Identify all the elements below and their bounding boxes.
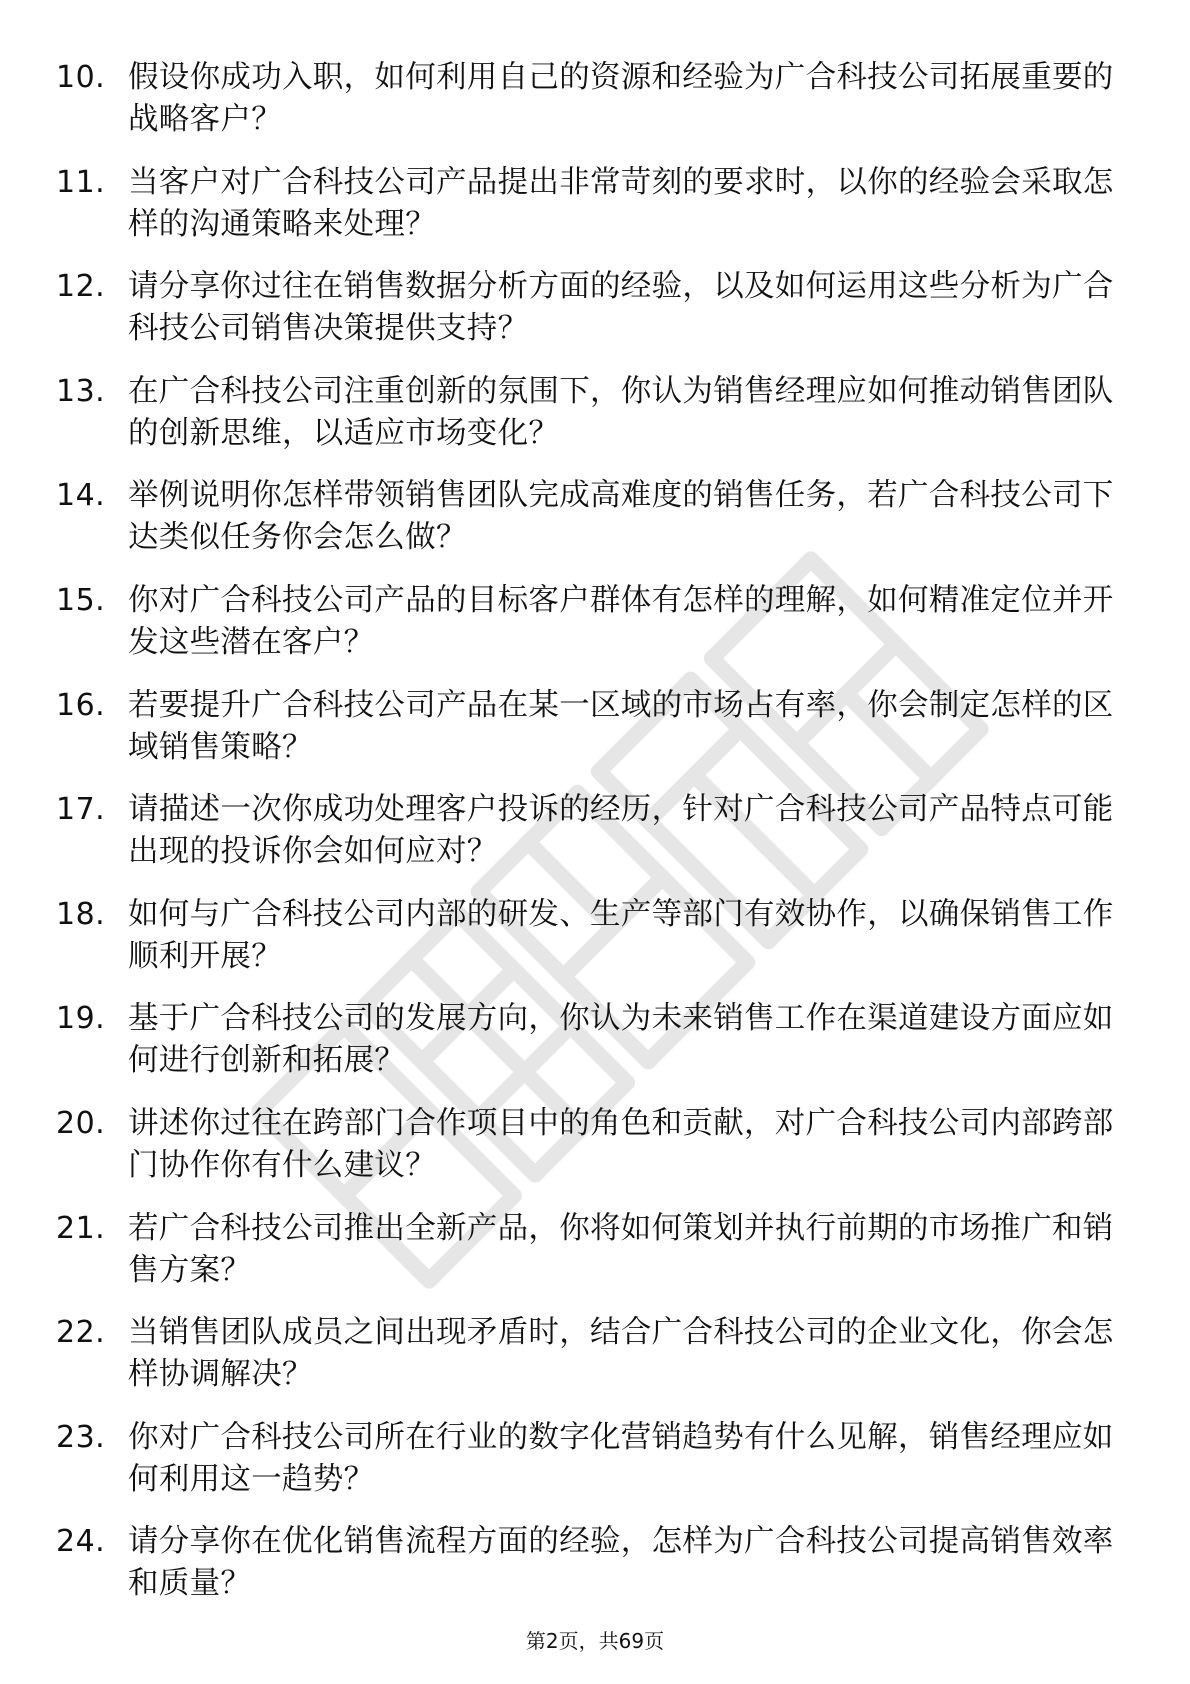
question-text: 请分享你过往在销售数据分析方面的经验，以及如何运用这些分析为广合科技公司销售决策提供支持？ [128, 269, 1114, 347]
question-text: 在广合科技公司注重创新的氛围下，你认为销售经理应如何推动销售团队的创新思维，以适应市场变化？ [128, 373, 1114, 451]
question-text: 若广合科技公司推出全新产品，你将如何策划并执行前期的市场推广和销售方案？ [128, 1210, 1114, 1288]
question-item [0, 1410, 1190, 1515]
question-number: 23. [56, 1419, 106, 1455]
question-number: 10. [56, 60, 106, 95]
question-number: 17. [56, 792, 106, 828]
page-footer [0, 1628, 1190, 1654]
question-text: 假设你成功入职，如何利用自己的资源和经验为广合科技公司拓展重要的战略客户？ [128, 60, 1114, 137]
question-item [0, 782, 1190, 887]
question-number: 20. [56, 1105, 106, 1141]
question-number: 13. [56, 373, 106, 409]
question-text: 当销售团队成员之间出现矛盾时，结合广合科技公司的企业文化，你会怎样协调解决？ [128, 1315, 1114, 1393]
question-item [0, 1305, 1190, 1410]
question-item [0, 1514, 1190, 1619]
question-text: 若要提升广合科技公司产品在某一区域的市场占有率，你会制定怎样的区域销售策略？ [128, 687, 1114, 765]
question-item [0, 155, 1190, 260]
question-item [0, 468, 1190, 573]
question-text: 基于广合科技公司的发展方向，你认为未来销售工作在渠道建设方面应如何进行创新和拓展？ [128, 1001, 1114, 1079]
question-text: 讲述你过往在跨部门合作项目中的角色和贡献，对广合科技公司内部跨部门协作你有什么建议？ [128, 1105, 1114, 1183]
question-number: 11. [56, 164, 106, 200]
question-item [0, 259, 1190, 364]
question-item [0, 678, 1190, 783]
question-text: 你对广合科技公司所在行业的数字化营销趋势有什么见解，销售经理应如何利用这一趋势？ [128, 1419, 1114, 1497]
question-number: 21. [56, 1210, 106, 1246]
question-number: 22. [56, 1315, 106, 1351]
question-text: 举例说明你怎样带领销售团队完成高难度的销售任务，若广合科技公司下达类似任务你会怎么做？ [128, 478, 1114, 556]
page-number-label: 第2页，共69页 [525, 1629, 665, 1653]
question-item [0, 1201, 1190, 1306]
question-text: 请描述一次你成功处理客户投诉的经历，针对广合科技公司产品特点可能出现的投诉你会如何应对？ [128, 792, 1114, 870]
question-text: 你对广合科技公司产品的目标客户群体有怎样的理解，如何精准定位并开发这些潜在客户？ [128, 582, 1114, 660]
question-item [0, 50, 1190, 155]
question-item [0, 887, 1190, 992]
question-number: 14. [56, 478, 106, 514]
question-item [0, 991, 1190, 1096]
question-number: 19. [56, 1001, 106, 1037]
question-text: 当客户对广合科技公司产品提出非常苛刻的要求时，以你的经验会采取怎样的沟通策略来处理？ [128, 164, 1114, 242]
question-number: 12. [56, 269, 106, 305]
question-item [0, 1096, 1190, 1201]
question-text: 请分享你在优化销售流程方面的经验，怎样为广合科技公司提高销售效率和质量？ [128, 1524, 1114, 1602]
question-number: 18. [56, 896, 106, 932]
question-number: 24. [56, 1524, 106, 1560]
question-item [0, 364, 1190, 469]
question-number: 16. [56, 687, 106, 723]
interview-question-list [0, 50, 1190, 1619]
question-number: 15. [56, 582, 106, 618]
question-item [0, 573, 1190, 678]
question-text: 如何与广合科技公司内部的研发、生产等部门有效协作，以确保销售工作顺利开展？ [128, 896, 1114, 974]
